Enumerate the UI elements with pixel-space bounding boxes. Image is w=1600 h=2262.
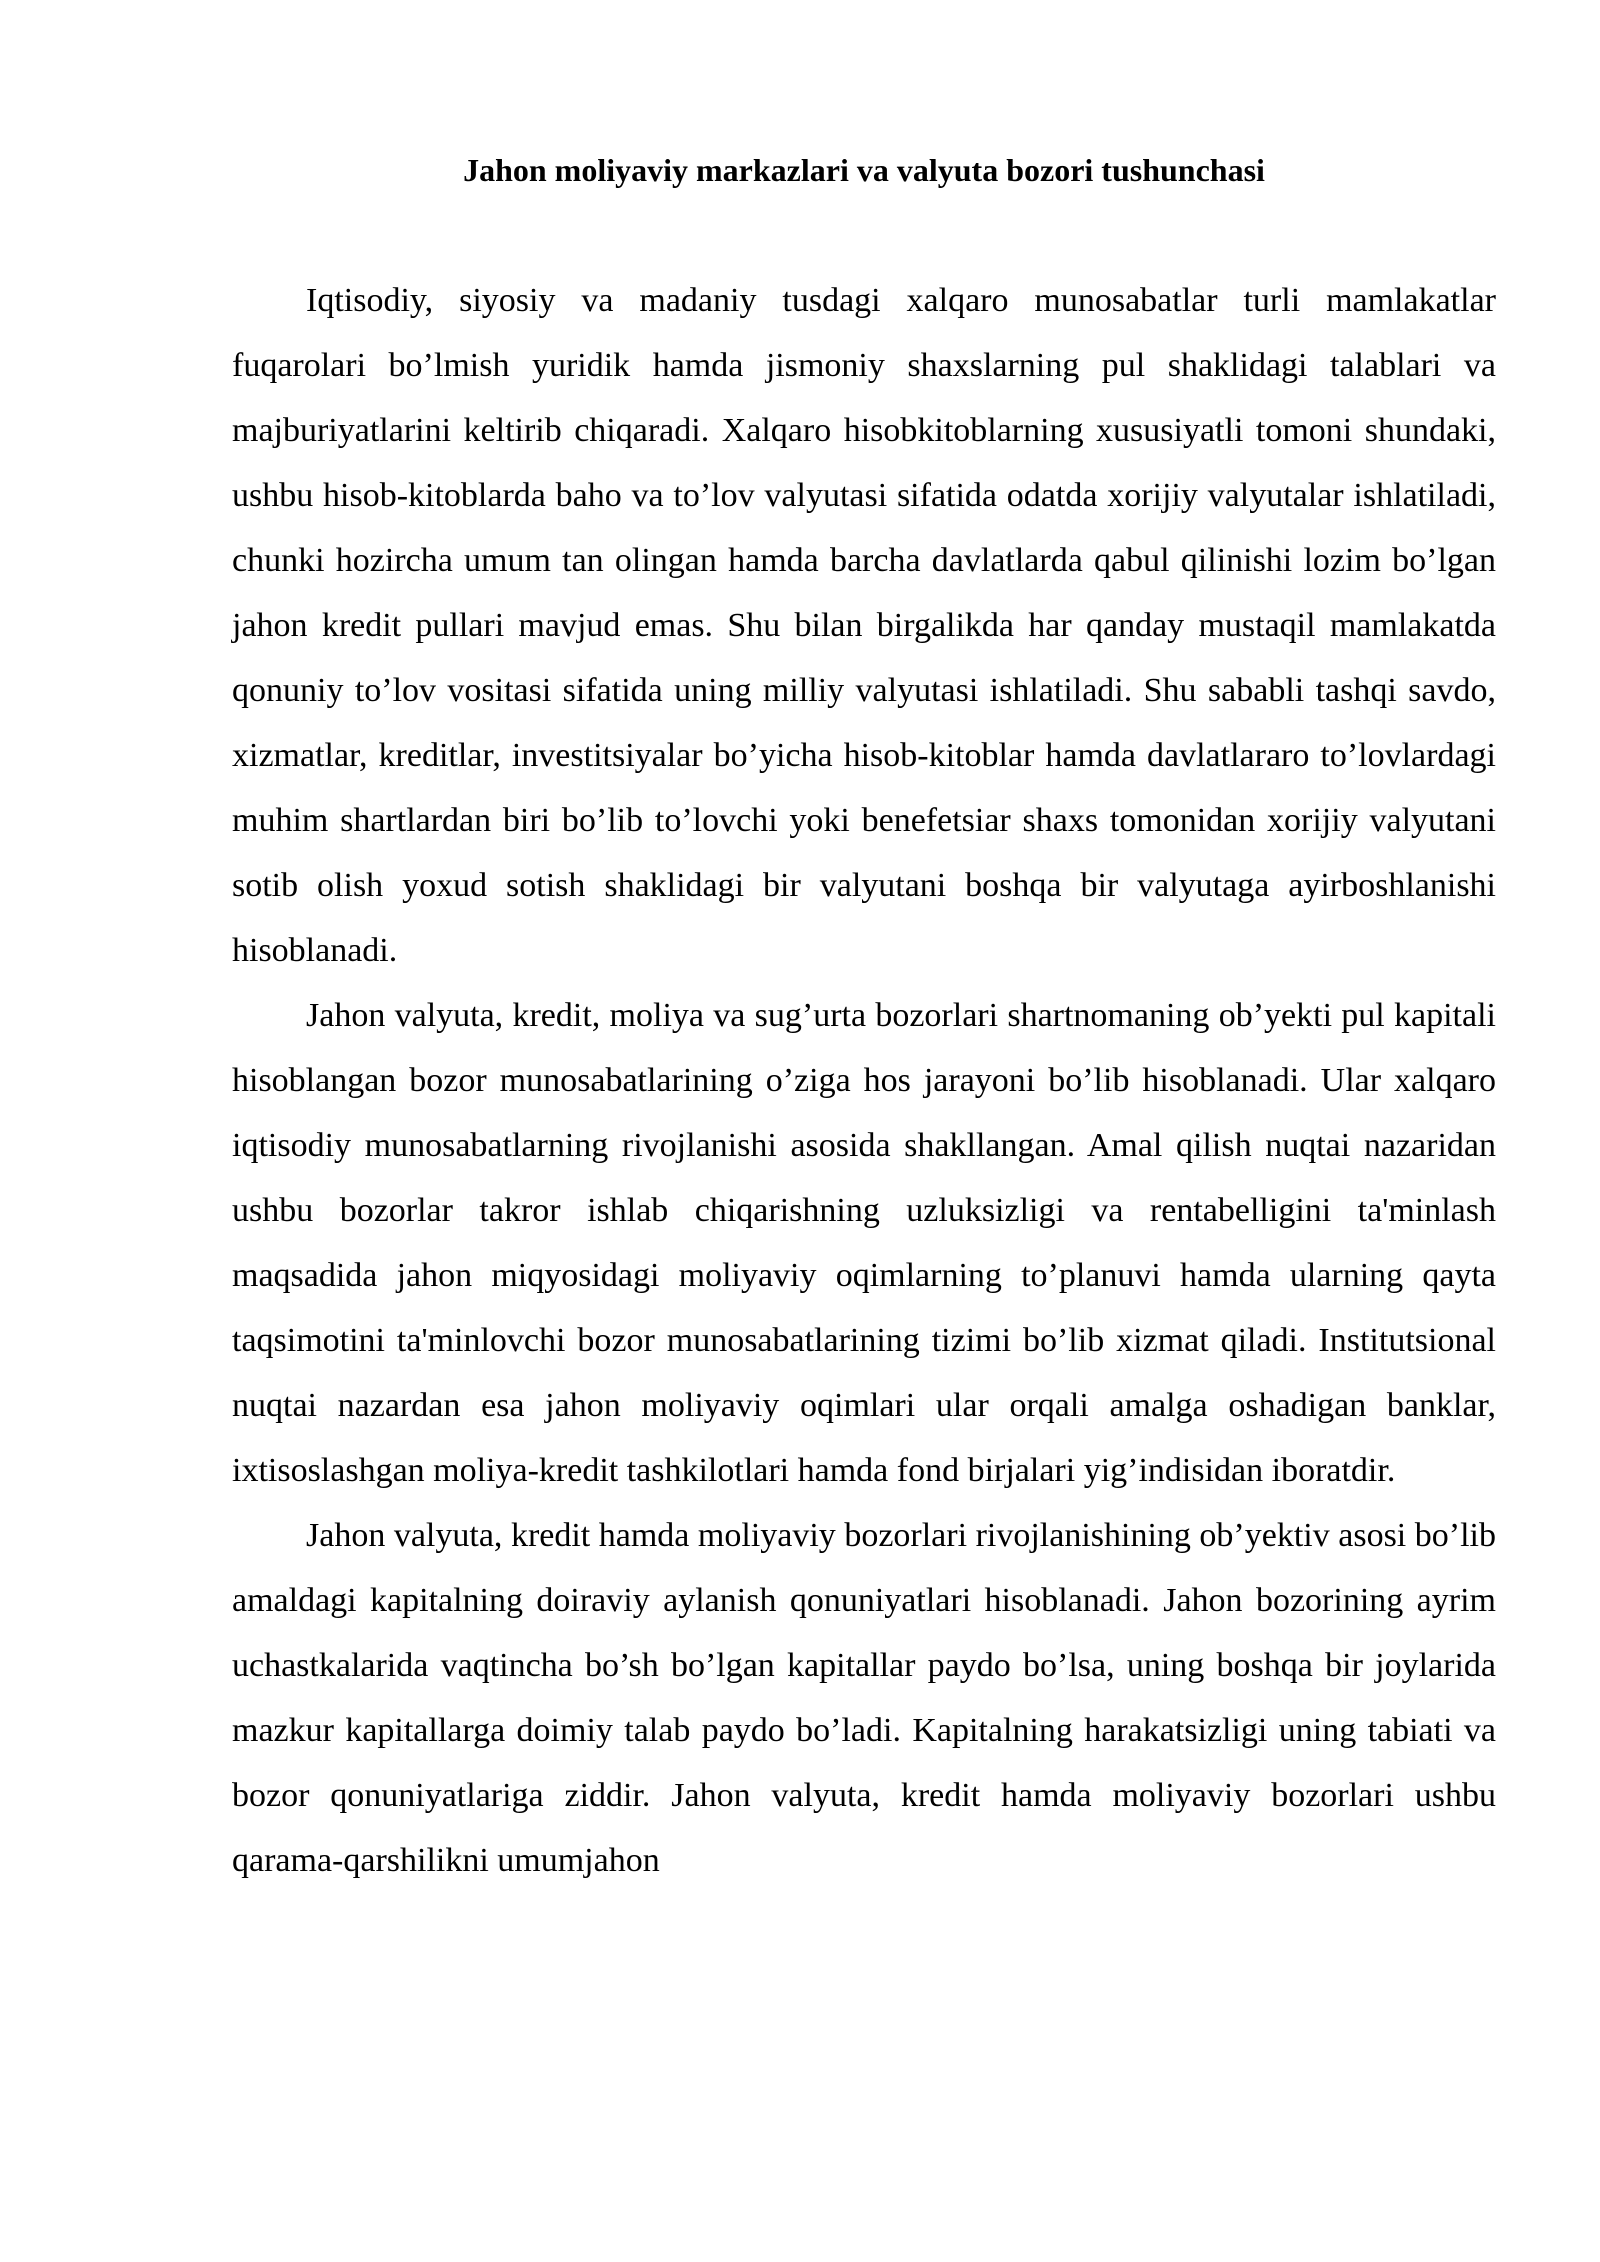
paragraph-3: Jahon valyuta, kredit hamda moliyaviy bozorlari rivojlanishining ob’yektiv asosi bo’lib amaldagi kapitalning doiraviy aylanish qonuniyatlari hisoblanadi. Jahon bozorining ayrim uchastkalarida vaqtincha bo’sh bo’lgan kapitallar paydo bo’lsa, uning boshqa bir joylarida mazkur kapitallarga doimiy talab paydo bo’ladi. Kapitalning harakatsizligi uning tabiati va bozor qonuniyatlariga ziddir. Jahon valyuta, kredit hamda moliyaviy bozorlari ushbu qarama-qarshilikni umumjahon: [232, 1517, 1496, 1879]
paragraph-2: Jahon valyuta, kredit, moliya va sug’urta bozorlari shartnomaning ob’yekti pul kapitali hisoblangan bozor munosabatlarining o’ziga hos jarayoni bo’lib hisoblanadi. Ular xalqaro iqtisodiy munosabatlarning rivojlanishi asosida shakllangan. Amal qilish nuqtai nazaridan ushbu bozorlar takror ishlab chiqarishning uzluksizligi va rentabelligini ta'minlash maqsadida jahon miqyosidagi moliyaviy oqimlarning to’planuvi hamda ularning qayta taqsimotini ta'minlovchi bozor munosabatlarining tizimi bo’lib xizmat qiladi. Institutsional nuqtai nazardan esa jahon moliyaviy oqimlari ular orqali amalga oshadigan banklar, ixtisoslashgan moliya-kredit tashkilotlari hamda fond birjalari yig’indisidan iboratdir.: [232, 997, 1496, 1489]
document-title: Jahon moliyaviy markazlari va valyuta bozori tushunchasi: [463, 152, 1265, 188]
paragraph-1: Iqtisodiy, siyosiy va madaniy tusdagi xalqaro munosabatlar turli mamlakatlar fuqarolari bo’lmish yuridik hamda jismoniy shaxslarning pul shaklidagi talablari va majburiyatlarini keltirib chiqaradi. Xalqaro hisobkitoblarning xususiyatli tomoni shundaki, ushbu hisob-kitoblarda baho va to’lov valyutasi sifatida odatda xorijiy valyutalar ishlatiladi, chunki hozircha umum tan olingan hamda barcha davlatlarda qabul qilinishi lozim bo’lgan jahon kredit pullari mavjud emas. Shu bilan birgalikda har qanday mustaqil mamlakatda qonuniy to’lov vositasi sifatida uning milliy valyutasi ishlatiladi. Shu sababli tashqi savdo, xizmatlar, kreditlar, investitsiyalar bo’yicha hisob-kitoblar hamda davlatlararo to’lovlardagi muhim shartlardan biri bo’lib to’lovchi yoki benefetsiar shaxs tomonidan xorijiy valyutani sotib olish yoxud sotish shaklidagi bir valyutani boshqa bir valyutaga ayirboshlanishi hisoblanadi.: [232, 282, 1496, 969]
document-body: [232, 150, 1496, 1893]
